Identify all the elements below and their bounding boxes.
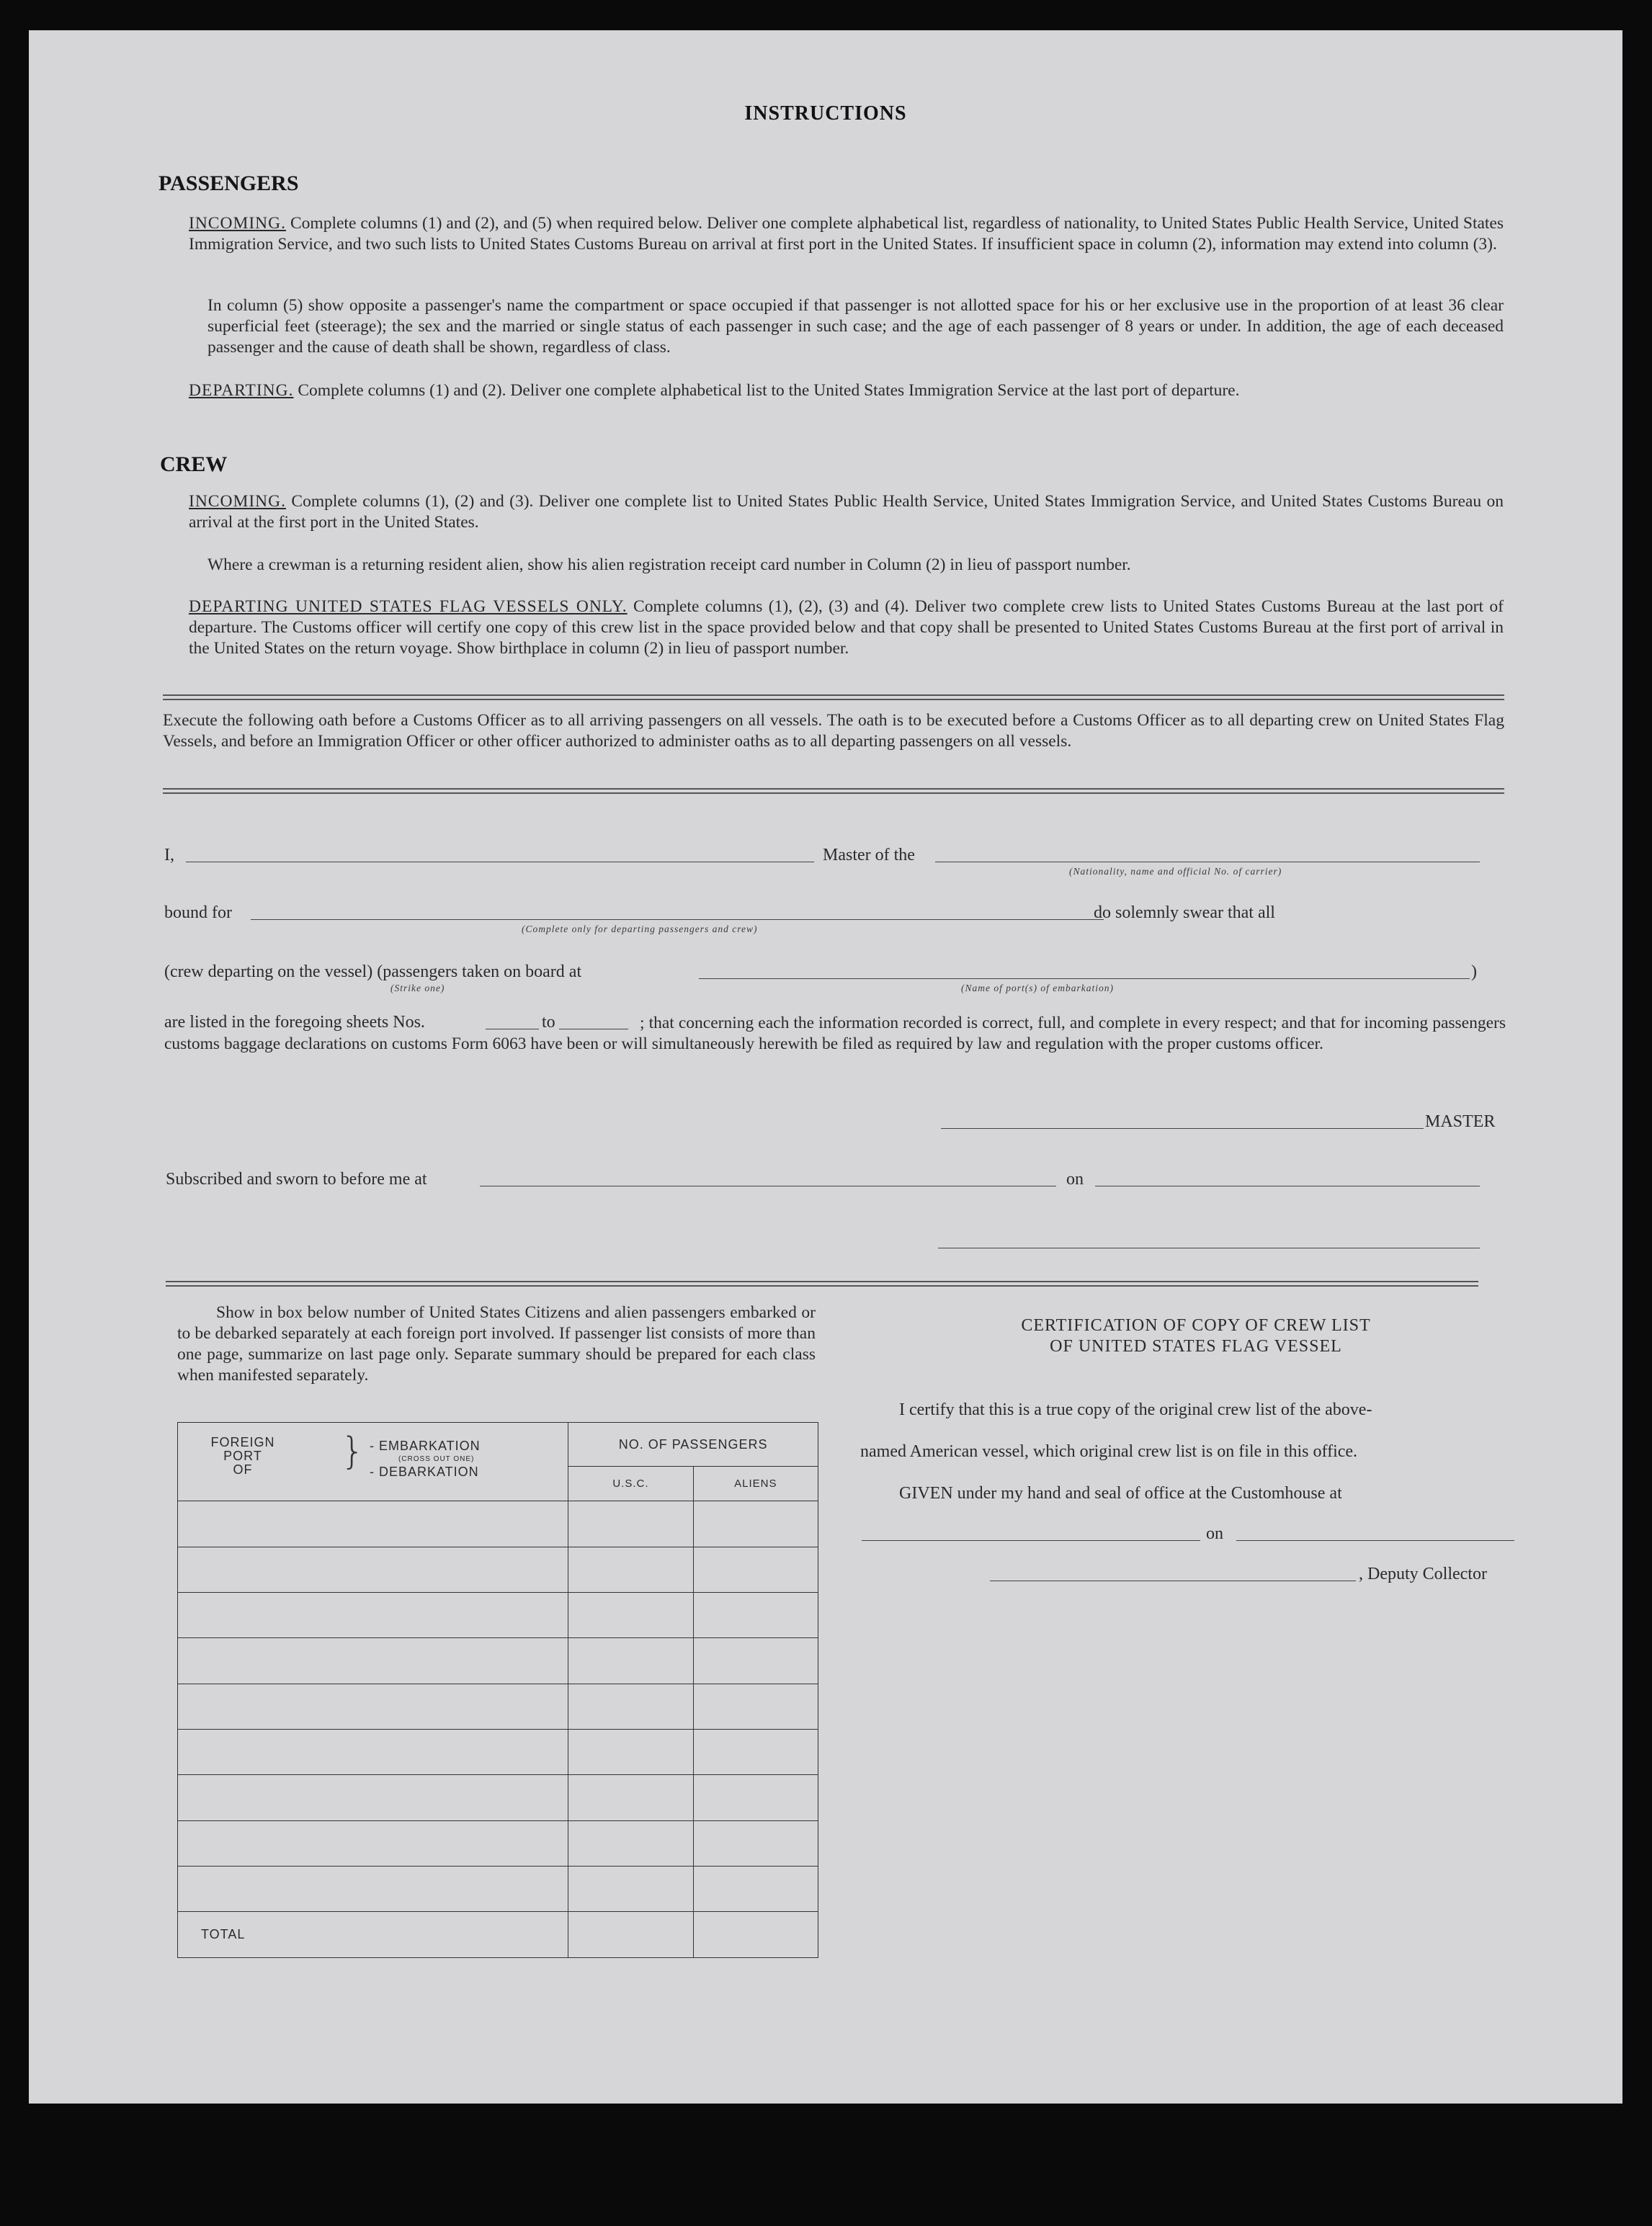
certification-date-field[interactable]	[1236, 1540, 1514, 1541]
swear-label: do solemnly swear that all	[1094, 903, 1275, 922]
cross-out-label: (CROSS OUT ONE)	[398, 1455, 475, 1463]
divider-top-2	[163, 699, 1504, 700]
crew-departing-lead: DEPARTING UNITED STATES FLAG VESSELS ONLY.	[189, 597, 628, 616]
aliens-total-cell[interactable]	[693, 1912, 818, 1958]
usc-cell[interactable]	[568, 1730, 693, 1775]
close-paren: )	[1471, 962, 1477, 981]
port-cell[interactable]	[178, 1820, 568, 1866]
divider-mid-1	[163, 788, 1504, 790]
passengers-incoming-text: Complete columns (1) and (2), and (5) when required below. Deliver one complete alphabetical list, regardless of nationality, to United States Public Health Service, United States Immigration Service, and two such lists to United States Customs Bureau on arrival at first port in the United States. If insufficient space in column (2), information may extend into column (3).	[189, 214, 1504, 254]
master-of-the-label: Master of the	[823, 846, 915, 864]
divider-top-1	[163, 694, 1504, 696]
port-cell[interactable]	[178, 1684, 568, 1729]
usc-cell[interactable]	[568, 1547, 693, 1592]
total-label: TOTAL	[178, 1912, 568, 1958]
certification-line-3: GIVEN under my hand and seal of office at the Customhouse at	[899, 1484, 1342, 1503]
certification-heading	[857, 1315, 1535, 1357]
deputy-collector-label: , Deputy Collector	[1359, 1565, 1487, 1583]
sheets-label: are listed in the foregoing sheets Nos.	[164, 1013, 425, 1032]
subscribed-label: Subscribed and sworn to before me at	[166, 1170, 427, 1189]
port-hint: (Name of port(s) of embarkation)	[961, 983, 1114, 993]
aliens-cell[interactable]	[693, 1501, 818, 1547]
strike-one-hint: (Strike one)	[390, 983, 445, 993]
aliens-cell[interactable]	[693, 1867, 818, 1912]
port-cell[interactable]	[178, 1547, 568, 1592]
foreign-port-label: FOREIGN PORT OF	[210, 1435, 275, 1477]
sworn-on-label: on	[1066, 1170, 1084, 1189]
passengers-incoming-lead: INCOMING.	[189, 214, 286, 233]
embarkation-label: - EMBARKATION	[370, 1439, 481, 1453]
usc-cell[interactable]	[568, 1592, 693, 1637]
passengers-heading: PASSENGERS	[158, 171, 299, 195]
passenger-summary-table	[177, 1422, 818, 1958]
certification-on-label: on	[1206, 1524, 1223, 1543]
certification-heading-line-2: OF UNITED STATES FLAG VESSEL	[1050, 1337, 1342, 1356]
port-cell[interactable]	[178, 1775, 568, 1820]
no-of-passengers-header: NO. OF PASSENGERS	[568, 1423, 818, 1467]
master-label: MASTER	[1425, 1112, 1496, 1131]
oath-i-label: I,	[164, 846, 174, 864]
usc-header: U.S.C.	[568, 1467, 693, 1501]
usc-cell[interactable]	[568, 1820, 693, 1866]
passengers-column5-paragraph: In column (5) show opposite a passenger's name the compartment or space occupied if that passenger is not allotted space for his or her exclusive use in the proportion of at least 36 clear superficial feet (steerage); the sex and the married or single status of each passenger in such case; and the age of each passenger of 8 years or under. In addition, the age of each deceased passenger and the cause of death shall be shown, regardless of class.	[207, 296, 1504, 357]
form-sheet	[29, 30, 1622, 2104]
certification-line-2: named American vessel, which original crew list is on file in this office.	[860, 1442, 1358, 1461]
divider-bottom-2	[166, 1285, 1478, 1287]
port-cell[interactable]	[178, 1501, 568, 1547]
crew-incoming-paragraph	[189, 491, 1504, 533]
passengers-departing-text: Complete columns (1) and (2). Deliver one complete alphabetical list to the United States Immigration Service at the last port of departure.	[298, 381, 1240, 400]
port-cell[interactable]	[178, 1592, 568, 1637]
crew-resident-paragraph: Where a crewman is a returning resident alien, show his alien registration receipt card number in Column (2) in lieu of passport number.	[207, 555, 1131, 574]
usc-total-cell[interactable]	[568, 1912, 693, 1958]
passengers-departing-lead: DEPARTING.	[189, 381, 294, 400]
divider-mid-2	[163, 792, 1504, 794]
aliens-cell[interactable]	[693, 1820, 818, 1866]
debarkation-label: - DEBARKATION	[370, 1465, 479, 1479]
crew-departing-paragraph	[189, 596, 1504, 659]
customhouse-field[interactable]	[862, 1540, 1200, 1541]
aliens-cell[interactable]	[693, 1547, 818, 1592]
aliens-header: ALIENS	[693, 1467, 818, 1501]
embarkation-port-field[interactable]	[699, 978, 1470, 979]
aliens-cell[interactable]	[693, 1684, 818, 1729]
passengers-departing-paragraph	[189, 380, 1504, 401]
aliens-cell[interactable]	[693, 1638, 818, 1684]
bound-for-hint: (Complete only for departing passengers and crew)	[522, 924, 758, 934]
bound-for-label: bound for	[164, 903, 232, 922]
oath-statement: ; that concerning each the information recorded is correct, full, and complete in every respect; and that for incoming passengers customs baggage declarations on customs Form 6063 have been or will simultaneously herewith be filed as required by law and regulation with the proper customs officer.	[164, 1014, 1506, 1053]
passengers-incoming-paragraph	[189, 213, 1504, 255]
port-header-cell	[178, 1423, 568, 1501]
divider-bottom-1	[166, 1281, 1478, 1282]
port-cell[interactable]	[178, 1730, 568, 1775]
crew-departing-label: (crew departing on the vessel) (passengers taken on board at	[164, 962, 582, 981]
port-cell[interactable]	[178, 1638, 568, 1684]
aliens-cell[interactable]	[693, 1775, 818, 1820]
port-cell[interactable]	[178, 1867, 568, 1912]
oath-instruction: Execute the following oath before a Customs Officer as to all arriving passengers on all vessels. The oath is to be executed before a Customs Officer as to all departing crew on United States Flag Vessels, and before an Immigration Officer or other officer authorized to administer oaths as to all departing passengers on all vessels.	[163, 711, 1504, 751]
brace-icon: }	[341, 1430, 365, 1473]
page-title: INSTRUCTIONS	[744, 102, 907, 125]
carrier-hint: (Nationality, name and official No. of carrier)	[1069, 866, 1282, 877]
crew-incoming-text: Complete columns (1), (2) and (3). Deliver one complete list to United States Public Health Service, United States Immigration Service, and United States Customs Bureau on arrival at the first port in the United States.	[189, 492, 1504, 532]
certification-line-1: I certify that this is a true copy of the original crew list of the above-	[899, 1400, 1372, 1419]
crew-incoming-lead: INCOMING.	[189, 492, 286, 511]
aliens-cell[interactable]	[693, 1730, 818, 1775]
usc-cell[interactable]	[568, 1501, 693, 1547]
summary-instruction: Show in box below number of United States Citizens and alien passengers embarked or to be debarked separately at each foreign port involved. If passenger list consists of more than one page, summarize on last page only. Separate summary should be prepared for each class when manifested separately.	[177, 1303, 816, 1385]
usc-cell[interactable]	[568, 1638, 693, 1684]
master-signature-field[interactable]	[941, 1128, 1424, 1129]
sheets-to-label: to	[542, 1013, 555, 1032]
crew-departing-text: Complete columns (1), (2), (3) and (4). Deliver two complete crew lists to United States Customs Bureau at the last port of departure. The Customs officer will certify one copy of this crew list in the space provided below and that copy shall be presented to United States Customs Bureau at the first port of arrival in the United States on the return voyage. Show birthplace in column (2) in lieu of passport number.	[189, 597, 1504, 658]
certification-heading-line-1: CERTIFICATION OF COPY OF CREW LIST	[1021, 1316, 1371, 1335]
usc-cell[interactable]	[568, 1684, 693, 1729]
aliens-cell[interactable]	[693, 1592, 818, 1637]
usc-cell[interactable]	[568, 1867, 693, 1912]
bound-for-field[interactable]	[251, 919, 1104, 920]
usc-cell[interactable]	[568, 1775, 693, 1820]
crew-heading: CREW	[160, 452, 228, 476]
